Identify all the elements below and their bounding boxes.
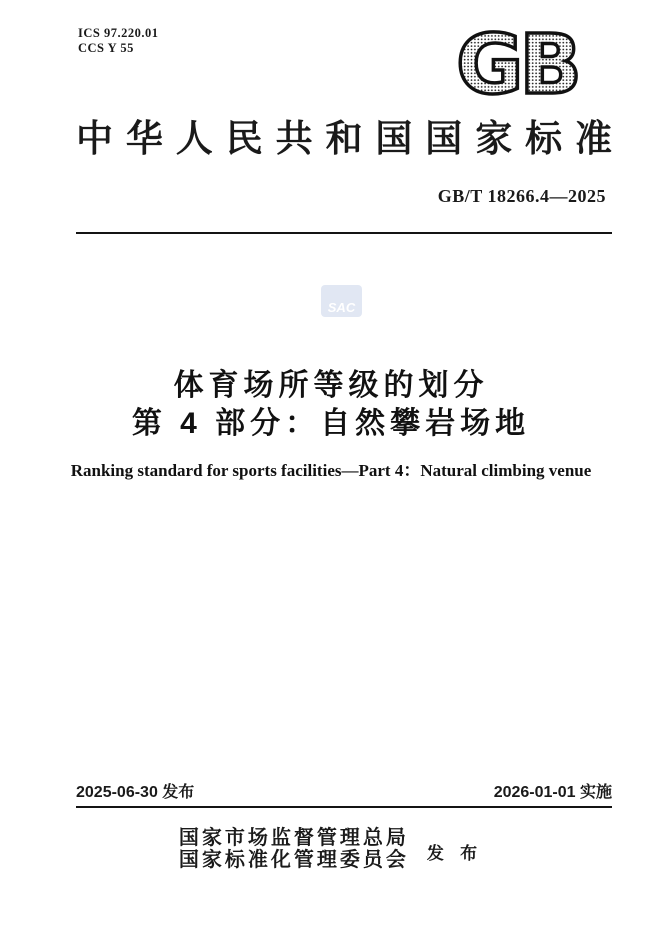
document-title-line1: 体育场所等级的划分: [173, 369, 489, 402]
header-divider: [76, 232, 612, 234]
implementation-date: [494, 783, 612, 803]
publish-label: 发 布: [426, 843, 484, 863]
sac-watermark-text: SAC: [327, 300, 356, 315]
implementation-date-label: 实施: [579, 784, 612, 801]
document-title-english: Ranking standard for sports facilities—Part 4：Natural climbing venue: [70, 461, 592, 480]
classification-codes: [78, 26, 158, 56]
issue-date: [76, 783, 194, 803]
ics-code: ICS 97.220.01: [78, 26, 159, 40]
issuer-block: [0, 827, 662, 871]
implementation-date-value: 2026-01-01: [493, 784, 576, 801]
national-standard-heading: 中华人民共和国国家标准: [76, 119, 612, 160]
standard-number: GB/T 18266.4—2025: [437, 186, 606, 206]
issuer-line-2: 国家标准化管理委员会: [178, 849, 409, 871]
sac-watermark-icon: [321, 285, 362, 317]
issuer-names: [179, 827, 409, 871]
issue-date-value: 2025-06-30: [76, 784, 158, 801]
ccs-code: CCS Y 55: [78, 41, 134, 55]
issue-date-label: 发布: [162, 784, 195, 801]
issuer-line-1: 国家市场监督管理总局: [178, 827, 409, 849]
gb-logo-text: GB: [456, 28, 578, 102]
document-title-line2: 第 4 部分：自然攀岩场地: [131, 407, 531, 440]
footer-divider: [76, 806, 612, 808]
date-row: [76, 783, 612, 803]
gb-emblem-icon: [450, 28, 584, 102]
